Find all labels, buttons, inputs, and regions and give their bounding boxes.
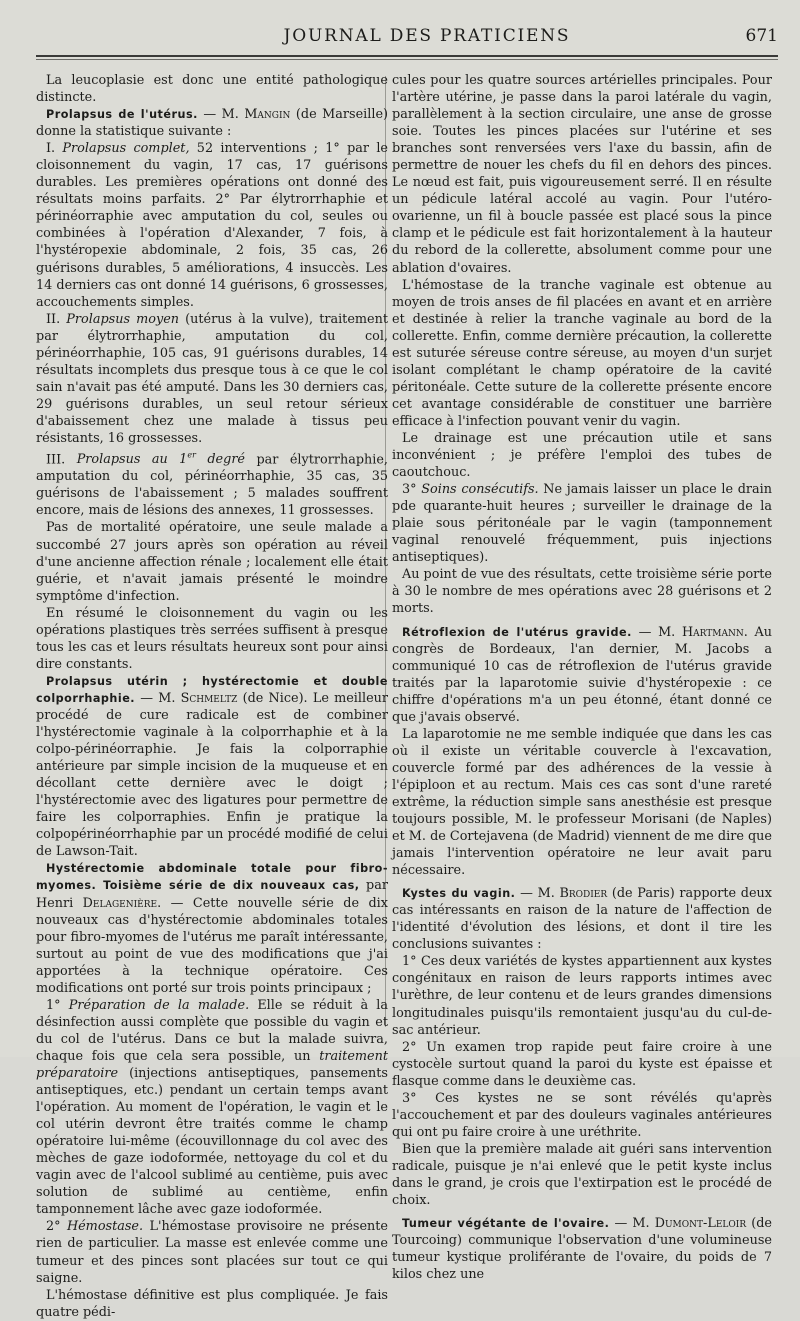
text-fragment: (de Nice). Le meilleur procédé de cure radicale est de combiner l'hystérectomie vaginale à la colporrhaphie et à la colpo-périnéorraphie. Je fais la colporraphie antérieure par simple incision de la muqueuse et en décollant cette dernière avec le doigt ; l'hystérectomie avec des ligatures pour permettre de faire les colporraphies. Enfin je pratique la colpopérinéorrhaphie par un procédé modifié de celui de Lawson-Tait. <box>36 690 388 860</box>
section-heading: Prolapsus utérin ; hystérectomie et double colporrhaphie. <box>36 674 388 705</box>
paragraph-hemostase <box>36 1218 388 1286</box>
right-column <box>392 72 772 1283</box>
author-name: Hartmann <box>681 624 744 640</box>
section-hysterectomie <box>36 860 388 996</box>
text-fragment: — M. <box>197 107 245 123</box>
item-title: Prolapsus complet, <box>62 141 190 157</box>
paragraph: Au point de vue des résultats, cette troisième série porte à 30 le nombre de mes opérations avec 28 guérisons et 2 morts. <box>392 567 772 617</box>
author-name: Mangin <box>244 107 291 123</box>
author-name: Delagenière <box>82 895 158 911</box>
paragraph-prolapsus-moyen <box>36 311 388 447</box>
text-fragment: — M. <box>609 1216 655 1232</box>
section-prolapsus-uterus <box>36 106 388 140</box>
superscript: er <box>187 451 196 461</box>
paragraph: 2° Un examen trop rapide peut faire croire à une cystocèle surtout quand la paroi du kyste est épaisse et flasque comme dans le deuxième cas. <box>392 1039 772 1089</box>
text-fragment: degré <box>195 452 246 468</box>
paragraph: En résumé le cloisonnement du vagin ou les opérations plastiques très serrées suffisent à presque tous les cas et leurs résultats heureux sont pour ainsi dire constants. <box>36 605 388 672</box>
text-fragment: (de Paris) rapporte deux cas intéressants en raison de la nature de l'affection de l'identité d'évolution des lésions, et dont il tire les conclusions suivantes : <box>392 886 773 953</box>
text-fragment: (utérus à la vulve), traitement par élytrorrhaphie, amputation du col, périnéorrhaphie, 105 cas, 91 guérisons durables, 14 résultats incomplets dus presque tous à ce que le col sain n'avait pas été amputé. Dans les 30 derniers cas, 29 guérisons durables, un seul retour sérieux d'abaissement chez une malade à tissus peu résistants, 16 grossesses. <box>36 311 388 446</box>
journal-title: JOURNAL DES PRATICIENS <box>283 26 571 46</box>
text-fragment: L'hémostase provisoire ne présente rien de particulier. La masse est enlevée comme une tumeur et des pinces sont placées sur tout ce qui saigne. <box>36 1219 389 1286</box>
text-fragment: . Au congrès de Bordeaux, l'an dernier, M. Jacobs a communiqué 10 cas de rétroflexion de l'utérus gravide traités par la laparotomie suivie d'hystéropexie : ce chiffre d'opérations m'a un peu étonné, étant donné ce que j'avais observé. <box>392 624 773 725</box>
list-number: I. <box>46 141 63 157</box>
section-kystes-vagin <box>392 885 772 953</box>
section-tumeur-ovaire <box>392 1215 772 1283</box>
text-fragment: — M. <box>135 690 181 706</box>
text-fragment: Ne jamais laisser un place le drain pde quarante-huit heures ; surveiller le drainage de la plaie sous péritonéale par le vagin (tamponnement vaginal renouvelé fréquemment, puis injections antiseptiques). <box>392 482 772 566</box>
paragraph: L'hémostase définitive est plus compliquée. Je fais quatre pédi- <box>36 1287 388 1320</box>
list-number: 2° <box>46 1219 67 1235</box>
paragraph: 1° Ces deux variétés de kystes appartiennent aux kystes congénitaux en raison de leurs rapports intimes avec l'urèthre, de leur contenu et de leurs grandes dimensions longitudinales puisqu'ils remontaient jusqu'au du cul-de-sac antérieur. <box>392 954 772 1038</box>
paragraph-preparation <box>36 997 388 1219</box>
paragraph: Pas de mortalité opératoire, une seule malade a succombé 27 jours après son opération au réveil d'une ancienne affection rénale ; localement elle était guérie, et n'avait jamais présenté le moindre symptôme d'infection. <box>36 520 388 604</box>
text-fragment: (injections antiseptiques, pansements antiseptiques, etc.) pendant un certain temps avant l'opération. Au moment de l'opération, le vagin et le col utérin devront être traités comme le champ opératoire lui-même (écouvillonnage du col avec des mèches de gaze iodoformée, nettoyage du col et du vagin avec de l'alcool sublimé au centième, puis avec solution de sublimé au centième, enfin tamponnement lâche avec gaze iodoformée. <box>36 1065 388 1218</box>
paragraph: La laparotomie ne me semble indiquée que dans les cas où il existe un véritable couvercle à l'excavation, couvercle formé par des adhérences de la vessie à l'épiploon et au rectum. Mais ces cas sont d'une rareté extrême, la réduction simple sans anesthésie est presque toujours possible, M. le professeur Morisani (de Naples) et M. de Cortejavena (de Madrid) viennent de me dire que jamais l'intervention opératoire ne leur avait paru nécessaire. <box>392 726 772 879</box>
italic-term: traitement préparatoire <box>36 1048 388 1081</box>
item-title: Hémostase. <box>66 1219 144 1235</box>
header-rule-thick <box>36 55 778 57</box>
paragraph: Bien que la première malade ait guéri sans intervention radicale, puisque je n'ai enlevé que le petit kyste inclus dans le grand, je crois que l'extirpation est le procédé de choix. <box>392 1141 772 1209</box>
list-number: 3° <box>402 482 422 498</box>
paragraph: La leucoplasie est donc une entité pathologique distincte. <box>36 73 388 106</box>
paragraph: Le drainage est une précaution utile et sans inconvénient ; je préfère l'emploi des tubes de caoutchouc. <box>392 430 772 481</box>
section-heading: Hystérectomie abdominale totale pour fibro-myomes. Toisième série de dix nouveaux cas, <box>36 862 388 893</box>
list-number: 1° <box>46 997 69 1013</box>
paragraph: 3° Ces kystes ne se sont révélés qu'après l'accouchement et par des douleurs vaginales antérieures qui ont pu faire croire à une uréthrite. <box>392 1090 772 1140</box>
paragraph-prolapsus-premier-degre <box>36 447 388 519</box>
text-fragment: — M. <box>515 886 560 902</box>
paragraph-prolapsus-complet <box>36 140 388 310</box>
running-header <box>36 22 778 52</box>
paragraph: cules pour les quatre sources artérielles principales. Pour l'artère utérine, je passe dans la paroi latérale du vagin, parallèlement à la section circulaire, une anse de grosse soie. Toutes les pinces placées sur l'utérine et ses branches sont renversées vers l'axe du bassin, afin de permettre de nouer les chefs du fil en dehors des pinces. Le nœud est fait, puis vigoureusement serré. Il en résulte un pédicule latéral accolé au vagin. Pour l'utéro-ovarienne, un fil à boucle passée est placé sous la pince clamp et le pédicule est fait horizontalement à la hauteur du rebord de la collerette, absolument comme pour une ablation d'ovaires. <box>392 73 772 276</box>
text-fragment: Elle se réduit à la désinfection aussi complète que possible du vagin et du col de l'utérus. Dans ce but la malade suivra, chaque fois que cela sera possible, un <box>36 997 389 1064</box>
text-fragment: Prolapsus au 1 <box>76 452 188 468</box>
section-heading: Kystes du vagin. <box>402 887 516 901</box>
list-number: II. <box>46 311 67 327</box>
section-heading: Tumeur végétante de l'ovaire. <box>402 1217 610 1231</box>
paragraph: L'hémostase de la tranche vaginale est obtenue au moyen de trois anses de fil placées en avant et en arrière et destinée à relier la tranche vaginale au bord de la collerette. Enfin, comme dernière précaution, la collerette est suturée séreuse contre séreuse, au moyen d'un surjet isolant complétant le champ opératoire de la cavité péritonéale. Cette suture de la collerette présente encore cet avantage considérable de constituer une barrière efficace à l'infection pouvant venir du vagin. <box>392 277 772 429</box>
header-rule-thin <box>36 59 778 60</box>
text-fragment: (de Tourcoing) communique l'observation d'une volumineuse tumeur kystique proliférante de l'ovaire, du poids de 7 kilos chez une <box>392 1216 773 1283</box>
author-name: Dumont-Leloir <box>654 1216 747 1232</box>
author-name: Schmeltz <box>180 690 238 706</box>
item-title: Préparation de la malade. <box>68 997 250 1013</box>
text-fragment: par élytrorrhaphie, amputation du col, périnéorrhaphie, 35 cas, 35 guérisons de l'abaissement ; 5 malades souffrent encore, mais de lésions des annexes, 11 grossesses. <box>36 452 388 519</box>
left-column <box>36 72 388 1321</box>
section-retroflexion <box>392 624 772 726</box>
item-title: Soins consécutifs. <box>421 482 539 498</box>
text-fragment: — M. <box>631 624 682 640</box>
item-title: Prolapsus moyen <box>66 311 180 327</box>
text-fragment: . — Cette nouvelle série de dix nouveaux cas d'hystérectomie abdominales totales pour fibro-myomes de l'utérus me paraît intéressante, surtout au point de vue des modifications que j'ai apportées à la technique opératoire. Ces modifications ont porté sur trois points principaux ; <box>36 895 388 996</box>
item-title <box>77 452 245 467</box>
text-fragment: 52 interventions ; 1° par le cloisonnement du vagin, 17 cas, 17 guérisons durables. Les premières opérations ont donné des résultats moins parfaits. 2° Par élytrorrhaphie et périnéorraphie avec amputation du col, seules ou combinées à l'opération d'Alexander, 7 fois, à l'hystéropexie abdominale, 2 fois, 35 cas, 26 guérisons durables, 5 améliorations, 4 insuccès. Les 14 derniers cas ont donné 14 guérisons, 6 grossesses, accouchements simples. <box>36 141 388 310</box>
list-number: III. <box>46 452 77 468</box>
page-number: 671 <box>745 26 778 46</box>
section-prolapsus-uterin <box>36 673 388 861</box>
author-name: Brodier <box>559 886 608 902</box>
text-fragment: (de Marseille) donne la statistique suivante : <box>36 107 389 140</box>
section-heading: Rétroflexion de l'utérus gravide. <box>402 625 632 639</box>
text-fragment: par Henri <box>36 878 388 911</box>
paragraph-soins <box>392 481 772 566</box>
section-heading: Prolapsus de l'utérus. <box>46 108 198 122</box>
